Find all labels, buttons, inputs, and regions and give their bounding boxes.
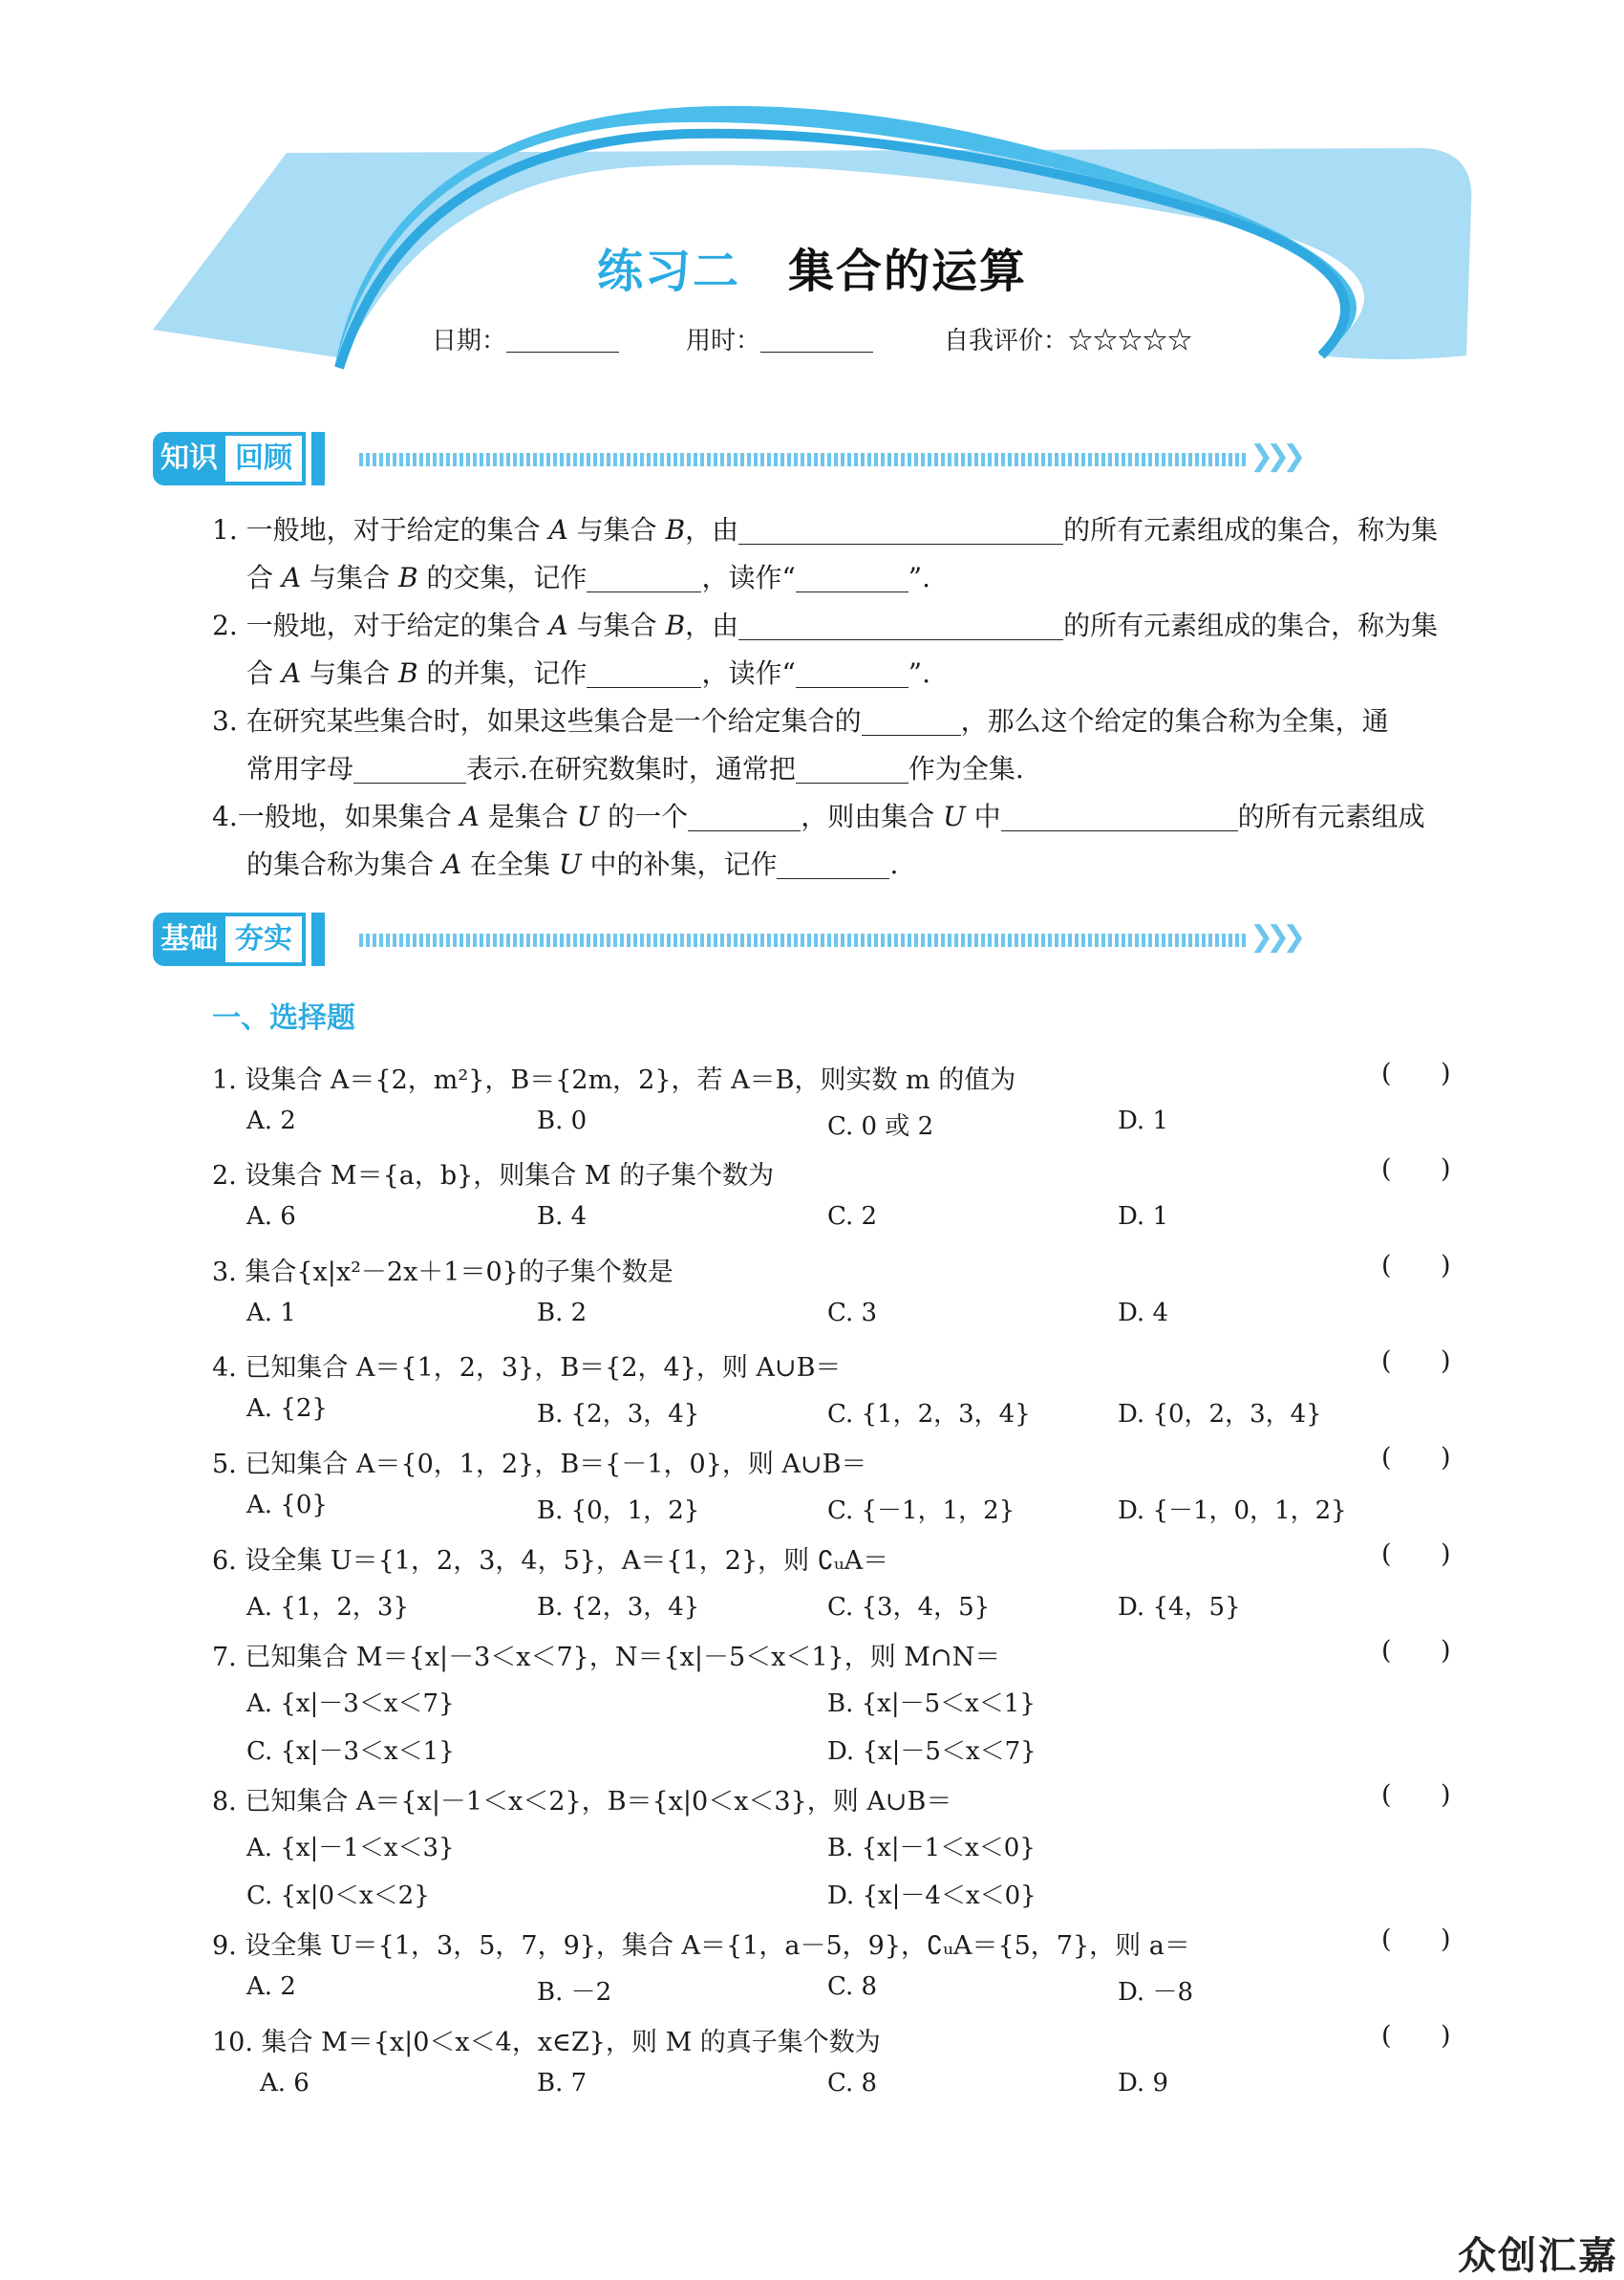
answer-option: D. {x|－4＜x＜0} (827, 1882, 1036, 1910)
date-blank (506, 327, 619, 353)
fill-blank (353, 754, 466, 784)
answer-option: C. 8 (827, 2069, 878, 2097)
answer-option: D. {－1，0，1，2} (1118, 1496, 1347, 1525)
answer-option: D. {x|－5＜x＜7} (827, 1737, 1036, 1766)
answer-option: B. 2 (537, 1299, 588, 1327)
answer-option: C. {3，4，5} (827, 1593, 991, 1622)
answer-option: B. {2，3，4} (537, 1400, 700, 1429)
review-item-3-line1: 3. 在研究某些集合时，如果这些集合是一个给定集合的 ，那么这个给定的集合称为全集，通 (212, 705, 1389, 737)
answer-option: D. 1 (1118, 1107, 1168, 1135)
time-label: 用时： (686, 327, 761, 355)
answer-option: B. {x|－1＜x＜0} (827, 1834, 1036, 1862)
fill-blank (738, 611, 1063, 640)
review-item-3-line2: 常用字母 表示.在研究数集时，通常把 作为全集. (246, 753, 1024, 785)
question-stem: 3. 集合{x|x²－2x＋1＝0}的子集个数是 (212, 1258, 673, 1287)
answer-option: B. 0 (537, 1107, 588, 1135)
fill-blank (688, 802, 801, 831)
review-item-4-line2: 的集合称为集合 A 在全集 U 中的补集，记作 . (246, 849, 899, 880)
tag-bar (311, 432, 325, 485)
answer-paren: ( ) (1381, 1154, 1451, 1184)
answer-option: D. {0，2，3，4} (1118, 1400, 1322, 1429)
review-item-2-line2: 合 A 与集合 B 的并集，记作 ，读作“ ”. (246, 657, 930, 689)
question-stem: 7. 已知集合 M＝{x|－3＜x＜7}，N＝{x|－5＜x＜1}，则 M∩N＝ (212, 1643, 1001, 1672)
answer-option: B. {2，3，4} (537, 1593, 700, 1622)
answer-option: C. {－1，1，2} (827, 1496, 1015, 1525)
answer-paren: ( ) (1381, 1251, 1451, 1280)
question-stem: 2. 设集合 M＝{a，b}，则集合 M 的子集个数为 (212, 1161, 775, 1191)
fill-blank (1001, 802, 1238, 831)
section-tag-a: 基础 (153, 913, 225, 966)
answer-option: B. －2 (537, 1978, 612, 2007)
review-item-2-line1: 2. 一般地，对于给定的集合 A 与集合 B，由 的所有元素组成的集合，称为集 (212, 610, 1439, 641)
answer-paren: ( ) (1381, 1636, 1451, 1666)
answer-option: C. {x|0＜x＜2} (246, 1882, 430, 1910)
answer-option: C. 8 (827, 1972, 878, 2001)
exercise-title: 集合的运算 (788, 245, 1028, 298)
tag-bar (311, 913, 325, 966)
section-tag-b: 回顾 (225, 432, 306, 485)
question-stem: 4. 已知集合 A＝{1，2，3}，B＝{2，4}，则 A∪B＝ (212, 1353, 842, 1383)
rating-label: 自我评价： (944, 327, 1069, 355)
answer-option: D. 1 (1118, 1202, 1168, 1231)
question-stem: 10. 集合 M＝{x|0＜x＜4，x∈Z}，则 M 的真子集个数为 (212, 2028, 881, 2057)
answer-option: A. {1，2，3} (246, 1593, 410, 1622)
answer-paren: ( ) (1381, 2021, 1451, 2051)
exercise-number: 练习二 (596, 245, 740, 298)
fill-blank (796, 658, 908, 688)
question-stem: 8. 已知集合 A＝{x|－1＜x＜2}，B＝{x|0＜x＜3}，则 A∪B＝ (212, 1787, 952, 1817)
chevron-icon: ❯❯❯ (1250, 920, 1299, 954)
answer-paren: ( ) (1381, 1346, 1451, 1376)
answer-option: A. 2 (246, 1972, 296, 2001)
answer-option: C. {x|－3＜x＜1} (246, 1737, 455, 1766)
answer-paren: ( ) (1381, 1539, 1451, 1569)
question-stem: 6. 设全集 U＝{1，2，3，4，5}，A＝{1，2}，则 ∁ᵤA＝ (212, 1546, 889, 1576)
answer-option: D. －8 (1118, 1978, 1193, 2007)
fill-blank (587, 563, 701, 592)
review-item-4-line1: 4.一般地，如果集合 A 是集合 U 的一个 ，则由集合 U 中 的所有元素组成 (212, 801, 1425, 832)
section-tag-foundation (153, 913, 325, 966)
answer-option: D. 4 (1118, 1299, 1168, 1327)
answer-option: B. 7 (537, 2069, 588, 2097)
choice-section-title: 一、选择题 (212, 1001, 355, 1035)
answer-paren: ( ) (1381, 1443, 1451, 1473)
review-item-1-line2: 合 A 与集合 B 的交集，记作 ，读作“ ”. (246, 562, 930, 593)
dotted-divider (359, 453, 1248, 466)
section-tag-b: 夯实 (225, 913, 306, 966)
question-stem: 1. 设集合 A＝{2，m²}，B＝{2m，2}，若 A＝B，则实数 m 的值为 (212, 1065, 1016, 1095)
answer-option: D. 9 (1118, 2069, 1168, 2097)
answer-paren: ( ) (1381, 1780, 1451, 1810)
answer-option: A. 2 (246, 1107, 296, 1135)
answer-option: A. {0} (246, 1491, 328, 1519)
answer-option: C. 2 (827, 1202, 878, 1231)
fill-blank (587, 658, 701, 688)
date-label: 日期： (432, 327, 507, 355)
answer-paren: ( ) (1381, 1059, 1451, 1088)
answer-option: A. 1 (246, 1299, 296, 1327)
date-field (432, 321, 619, 356)
answer-option: C. 3 (827, 1299, 878, 1327)
answer-paren: ( ) (1381, 1925, 1451, 1954)
fill-blank (738, 515, 1063, 545)
answer-option: B. {x|－5＜x＜1} (827, 1689, 1036, 1718)
review-item-1-line1: 1. 一般地，对于给定的集合 A 与集合 B，由 的所有元素组成的集合，称为集 (212, 514, 1439, 546)
section-tag-review (153, 432, 325, 485)
answer-option: A. {x|－3＜x＜7} (246, 1689, 455, 1718)
fill-blank (862, 706, 961, 736)
question-stem: 9. 设全集 U＝{1，3，5，7，9}，集合 A＝{1，a－5，9}，∁ᵤA＝{5，7}，则 a＝ (212, 1931, 1190, 1961)
chevron-icon: ❯❯❯ (1250, 440, 1299, 473)
page-title (0, 234, 1624, 300)
answer-option: C. {1，2，3，4} (827, 1400, 1031, 1429)
answer-option: B. 4 (537, 1202, 588, 1231)
answer-option: A. {2} (246, 1394, 328, 1423)
answer-option: B. {0，1，2} (537, 1496, 700, 1525)
question-stem: 5. 已知集合 A＝{0，1，2}，B＝{－1，0}，则 A∪B＝ (212, 1450, 867, 1479)
fill-blank (796, 563, 908, 592)
time-blank (760, 327, 873, 353)
time-field (686, 321, 873, 356)
answer-option: A. {x|－1＜x＜3} (246, 1834, 455, 1862)
section-tag-a: 知识 (153, 432, 225, 485)
star-icons: ☆☆☆☆☆ (1068, 327, 1193, 355)
answer-option: C. 0 或 2 (827, 1112, 934, 1141)
fill-blank (796, 754, 908, 784)
answer-option: D. {4，5} (1118, 1593, 1241, 1622)
answer-option: A. 6 (260, 2069, 310, 2097)
fill-blank (777, 850, 889, 879)
answer-option: A. 6 (246, 1202, 296, 1231)
watermark-logo: 众创汇嘉 (1458, 2234, 1618, 2278)
dotted-divider (359, 934, 1248, 947)
self-rating (944, 321, 1192, 356)
